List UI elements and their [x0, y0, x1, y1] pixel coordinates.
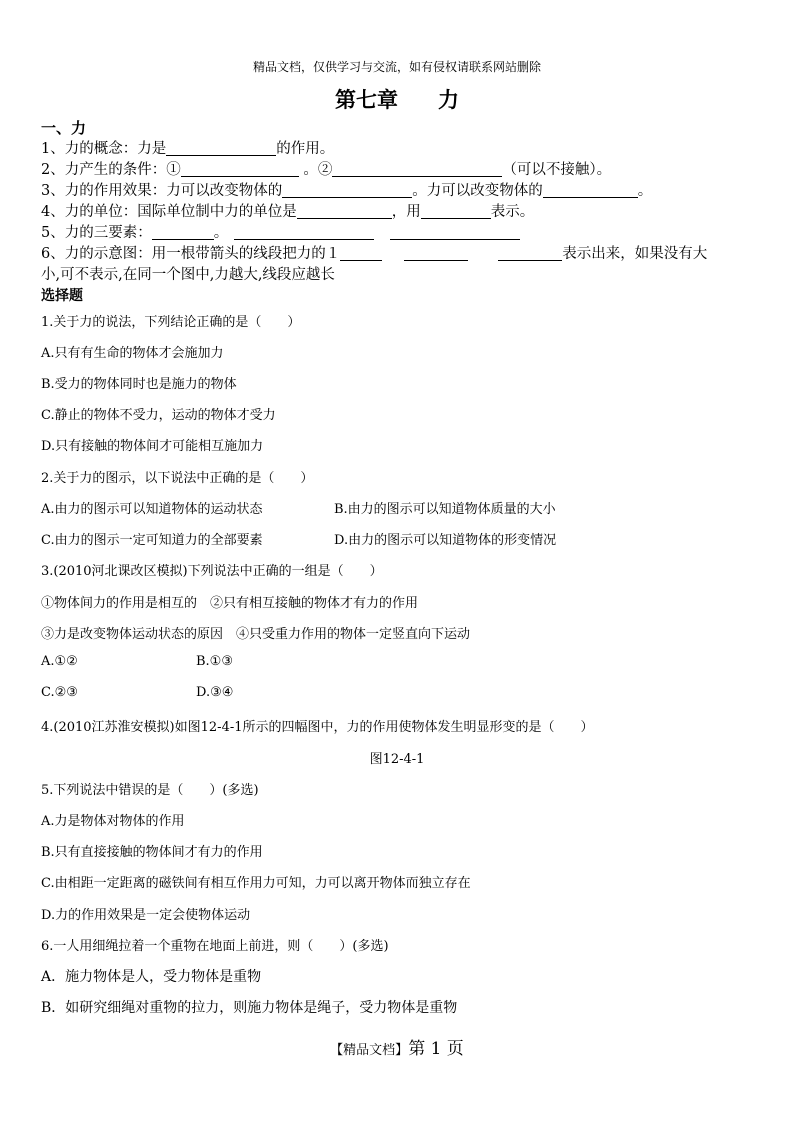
question-1-option-c: C.静止的物体不受力，运动的物体才受力 [41, 408, 276, 423]
item-4: 4、力的单位：国际单位制中力的单位是 ，用 表示。 [41, 204, 535, 220]
question-6-stem: 6.一人用细绳拉着一个重物在地面上前进，则（ ）(多选) [41, 939, 389, 954]
fill-blank[interactable] [332, 162, 502, 177]
fill-blank[interactable] [421, 204, 491, 219]
question-5-option-a: A.力是物体对物体的作用 [41, 814, 185, 829]
figure-caption: 图12-4-1 [369, 752, 425, 767]
question-5-option-b: B.只有直接接触的物体间才有力的作用 [41, 845, 263, 860]
footer-tag: 【精品文档】 [330, 1043, 409, 1058]
fill-blank[interactable] [340, 246, 382, 261]
fill-blank[interactable] [404, 246, 468, 261]
fill-blank[interactable] [152, 225, 214, 240]
chapter-title [0, 84, 794, 114]
item-6-continued: 小,可不表示,在同一个图中,力越大,线段应越长 [41, 267, 335, 283]
question-2-option-b: B.由力的图示可以知道物体质量的大小 [334, 502, 556, 517]
chapter-topic: 力 [438, 87, 459, 112]
question-1-stem: 1.关于力的说法，下列结论正确的是（ ） [41, 315, 301, 330]
question-5-option-c: C.由相距一定距离的磁铁间有相互作用力可知，力可以离开物体而独立存在 [41, 876, 471, 891]
question-3-statements-1-2: ①物体间力的作用是相互的 ②只有相互接触的物体才有力的作用 [41, 596, 419, 611]
fill-blank[interactable] [297, 204, 392, 219]
fill-blank[interactable] [166, 141, 276, 156]
question-4-stem: 4.(2010江苏淮安模拟)如图12-4-1所示的四幅图中，力的作用使物体发生明显形变的是（ ） [41, 720, 594, 735]
question-3-option-b: B.①③ [196, 654, 233, 669]
fill-blank[interactable] [543, 183, 638, 198]
item-6: 6、力的示意图：用一根带箭头的线段把力的１ 表示出来，如果没有大 [41, 246, 708, 262]
fill-blank[interactable] [498, 246, 562, 261]
watermark-header: 精品文档，仅供学习与交流，如有侵权请联系网站删除 [252, 60, 541, 74]
question-2-option-c: C.由力的图示一定可知道力的全部要素 [41, 533, 263, 548]
question-1-option-d: D.只有接触的物体间才可能相互施加力 [41, 439, 264, 454]
question-2-option-d: D.由力的图示可以知道物体的形变情况 [334, 533, 557, 548]
chapter-number: 第七章 [335, 87, 398, 112]
item-1: 1、力的概念：力是 的作用。 [41, 141, 335, 157]
question-3-option-a: A.①② [41, 654, 78, 669]
item-3: 3、力的作用效果：力可以改变物体的 。力可以改变物体的 。 [41, 183, 653, 199]
item-5: 5、力的三要素： 。 [41, 221, 520, 242]
question-5-stem: 5.下列说法中错误的是（ ）(多选) [41, 783, 259, 798]
fill-blank[interactable] [282, 183, 412, 198]
question-6-option-a: A．施力物体是人，受力物体是重物 [41, 969, 262, 985]
page-number: 第 1 页 [408, 1039, 464, 1059]
question-3-option-c: C.②③ [41, 685, 78, 700]
section-heading-choice: 选择题 [41, 288, 83, 304]
question-1-option-b: B.受力的物体同时也是施力的物体 [41, 377, 237, 392]
question-6-option-b: B．如研究细绳对重物的拉力，则施力物体是绳子，受力物体是重物 [41, 1000, 458, 1016]
section-heading-force: 一、力 [41, 119, 87, 137]
page-footer [0, 1034, 794, 1059]
question-2-stem: 2.关于力的图示，以下说法中正确的是（ ） [41, 471, 314, 486]
question-2-option-a: A.由力的图示可以知道物体的运动状态 [41, 502, 263, 517]
fill-blank[interactable] [234, 225, 374, 240]
question-3-statements-3-4: ③力是改变物体运动状态的原因 ④只受重力作用的物体一定竖直向下运动 [41, 627, 471, 642]
question-5-option-d: D.力的作用效果是一定会使物体运动 [41, 908, 251, 923]
question-1-option-a: A.只有有生命的物体才会施加力 [41, 346, 224, 361]
item-2: 2、力产生的条件：① 。② （可以不接触）。 [41, 162, 612, 178]
question-3-stem: 3.(2010河北课改区模拟)下列说法中正确的一组是（ ） [41, 564, 383, 579]
fill-blank[interactable] [181, 162, 299, 177]
fill-blank[interactable] [390, 225, 520, 240]
question-3-option-d: D.③④ [196, 685, 234, 700]
